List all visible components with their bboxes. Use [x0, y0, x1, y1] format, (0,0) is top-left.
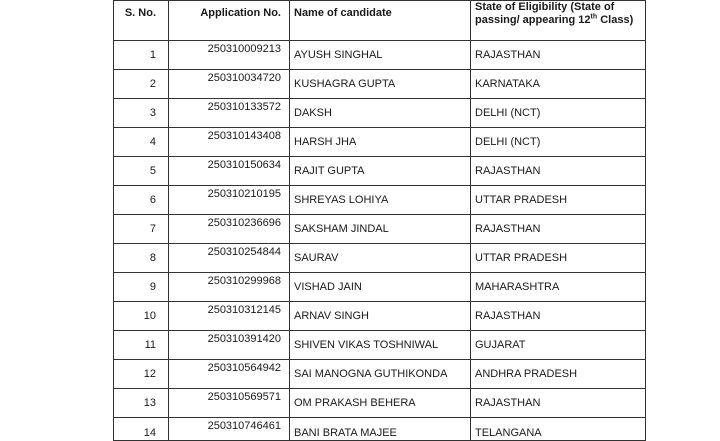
- cell-application-no: 250310569571: [169, 389, 290, 418]
- cell-state: ANDHRA PRADESH: [471, 360, 646, 389]
- table-row: [114, 186, 646, 215]
- cell-state: UTTAR PRADESH: [471, 186, 646, 215]
- cell-candidate-name: BANI BRATA MAJEE: [290, 418, 471, 441]
- cell-state: KARNATAKA: [471, 70, 646, 99]
- cell-state: RAJASTHAN: [471, 41, 646, 70]
- cell-sno: 2: [114, 70, 169, 99]
- cell-candidate-name: SHREYAS LOHIYA: [290, 186, 471, 215]
- candidates-table: [113, 0, 646, 441]
- header-state-line1: State of Eligibility (State of: [475, 1, 615, 13]
- cell-sno: 10: [114, 302, 169, 331]
- cell-sno: 6: [114, 186, 169, 215]
- cell-sno: 9: [114, 273, 169, 302]
- cell-state: UTTAR PRADESH: [471, 244, 646, 273]
- results-sheet: [113, 0, 645, 441]
- cell-application-no: 250310150634: [169, 157, 290, 186]
- header-row: [114, 1, 646, 41]
- cell-application-no: 250310299968: [169, 273, 290, 302]
- cell-candidate-name: VISHAD JAIN: [290, 273, 471, 302]
- table-row: [114, 273, 646, 302]
- cell-candidate-name: HARSH JHA: [290, 128, 471, 157]
- cell-state: RAJASTHAN: [471, 389, 646, 418]
- cell-candidate-name: SAKSHAM JINDAL: [290, 215, 471, 244]
- cell-sno: 1: [114, 41, 169, 70]
- header-state-line2a: passing/ appearing 12: [475, 14, 591, 26]
- table-row: [114, 99, 646, 128]
- cell-state: RAJASTHAN: [471, 157, 646, 186]
- cell-application-no: 250310133572: [169, 99, 290, 128]
- cell-state: GUJARAT: [471, 331, 646, 360]
- cell-application-no: 250310746461: [169, 418, 290, 441]
- cell-candidate-name: RAJIT GUPTA: [290, 157, 471, 186]
- table-row: [114, 418, 646, 441]
- table-body: [114, 41, 646, 441]
- table-row: [114, 41, 646, 70]
- table-row: [114, 215, 646, 244]
- cell-application-no: 250310312145: [169, 302, 290, 331]
- cell-candidate-name: SAURAV: [290, 244, 471, 273]
- header-sno: S. No.: [114, 1, 169, 41]
- cell-candidate-name: KUSHAGRA GUPTA: [290, 70, 471, 99]
- cell-candidate-name: DAKSH: [290, 99, 471, 128]
- cell-sno: 7: [114, 215, 169, 244]
- table-row: [114, 389, 646, 418]
- header-state-line2b: Class): [597, 14, 634, 26]
- cell-sno: 3: [114, 99, 169, 128]
- cell-application-no: 250310034720: [169, 70, 290, 99]
- cell-sno: 12: [114, 360, 169, 389]
- cell-candidate-name: SHIVEN VIKAS TOSHNIWAL: [290, 331, 471, 360]
- table-row: [114, 128, 646, 157]
- cell-candidate-name: OM PRAKASH BEHERA: [290, 389, 471, 418]
- cell-sno: 8: [114, 244, 169, 273]
- cell-application-no: 250310009213: [169, 41, 290, 70]
- cell-candidate-name: SAI MANOGNA GUTHIKONDA: [290, 360, 471, 389]
- cell-application-no: 250310143408: [169, 128, 290, 157]
- cell-application-no: 250310564942: [169, 360, 290, 389]
- header-state-sup: th: [590, 13, 598, 21]
- cell-sno: 5: [114, 157, 169, 186]
- cell-state: RAJASTHAN: [471, 215, 646, 244]
- table-row: [114, 302, 646, 331]
- header-application-no: Application No.: [169, 1, 290, 41]
- cell-sno: 14: [114, 418, 169, 441]
- table-row: [114, 70, 646, 99]
- cell-state: MAHARASHTRA: [471, 273, 646, 302]
- cell-state: DELHI (NCT): [471, 128, 646, 157]
- cell-application-no: 250310254844: [169, 244, 290, 273]
- cell-application-no: 250310391420: [169, 331, 290, 360]
- cell-sno: 4: [114, 128, 169, 157]
- cell-sno: 13: [114, 389, 169, 418]
- cell-state: RAJASTHAN: [471, 302, 646, 331]
- table-row: [114, 157, 646, 186]
- cell-candidate-name: ARNAV SINGH: [290, 302, 471, 331]
- table-header: [114, 1, 646, 41]
- header-state-of-eligibility: [471, 1, 646, 41]
- table-row: [114, 331, 646, 360]
- cell-application-no: 250310236696: [169, 215, 290, 244]
- header-candidate-name: Name of candidate: [290, 1, 471, 41]
- cell-application-no: 250310210195: [169, 186, 290, 215]
- cell-sno: 11: [114, 331, 169, 360]
- table-row: [114, 360, 646, 389]
- cell-state: DELHI (NCT): [471, 99, 646, 128]
- cell-candidate-name: AYUSH SINGHAL: [290, 41, 471, 70]
- table-row: [114, 244, 646, 273]
- cell-state: TELANGANA: [471, 418, 646, 441]
